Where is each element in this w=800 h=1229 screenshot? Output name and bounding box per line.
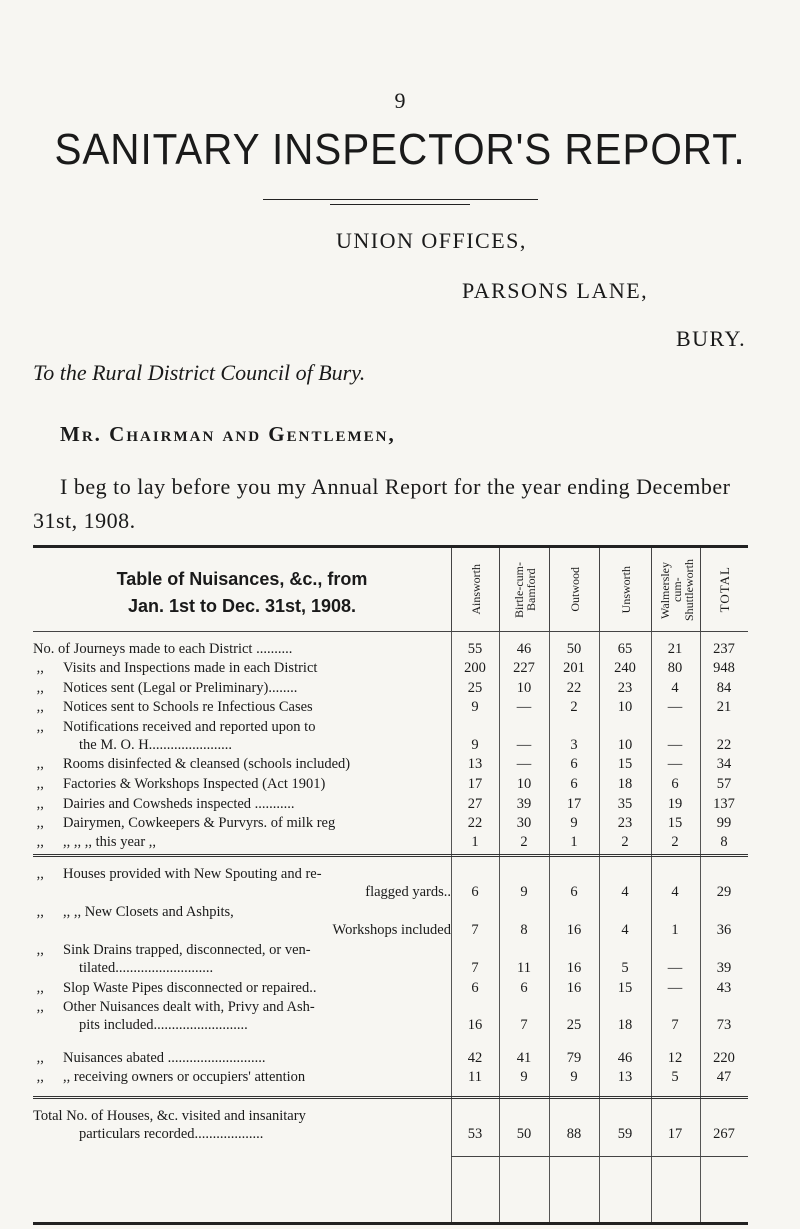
table-cell: 55: [467, 641, 483, 657]
table-cell: 73: [716, 1017, 732, 1033]
row-label-text: Notifications received and reported upon to: [63, 719, 316, 735]
column-header: [499, 548, 550, 631]
row-ditto-mark: ,,: [33, 756, 44, 772]
table-cell: 237: [713, 641, 735, 657]
table-cell: 7: [671, 1017, 679, 1033]
row-label: [33, 719, 451, 736]
column-header-text: TOTAL: [717, 566, 732, 613]
table-cell: 16: [467, 1017, 483, 1033]
table-cell: 220: [713, 1050, 735, 1066]
row-label-text: Houses provided with New Spouting and re-: [63, 866, 322, 882]
table-cell: 9: [471, 737, 479, 753]
table-cell: 10: [516, 776, 532, 792]
table-cell: 5: [621, 960, 629, 976]
row-ditto-mark: ,,: [33, 1050, 44, 1066]
table-cell: 12: [667, 1050, 683, 1066]
table-cell: 84: [716, 680, 732, 696]
total-rule: [451, 1156, 748, 1157]
row-ditto-mark: ,,: [33, 796, 44, 812]
table-cell: 267: [713, 1126, 735, 1142]
table-cell: 6: [520, 980, 528, 996]
table-cell: 39: [716, 960, 732, 976]
table-cell: 36: [716, 922, 732, 938]
table-cell: —: [516, 756, 532, 772]
table-cell: 9: [520, 1069, 528, 1085]
section-divider: [33, 1096, 748, 1099]
table-cell: 17: [667, 1126, 683, 1142]
table-cell: 1: [570, 834, 578, 850]
report-title: SANITARY INSPECTOR'S REPORT.: [54, 125, 746, 174]
table-cell: 200: [464, 660, 486, 676]
intro-paragraph: [33, 470, 778, 538]
column-header-text: Unsworth: [619, 565, 633, 614]
table-cell: 29: [716, 884, 732, 900]
intro-text: I beg to lay before you my Annual Report for the year ending December 31st, 1908.: [33, 474, 731, 533]
row-label: [33, 815, 451, 832]
table-cell: 53: [467, 1126, 483, 1142]
row-ditto-mark: ,,: [33, 776, 44, 792]
table-cell: 18: [617, 776, 633, 792]
table-cell: 35: [617, 796, 633, 812]
row-label-text: ,, ,, New Closets and Ashpits,: [63, 904, 234, 920]
row-label: [33, 834, 451, 851]
row-label-text: Visits and Inspections made in each District: [63, 660, 318, 676]
row-ditto-mark: ,,: [33, 980, 44, 996]
table-cell: 2: [520, 834, 528, 850]
table-cell: 2: [570, 699, 578, 715]
row-ditto-mark: ,,: [33, 999, 44, 1015]
row-label-text: Dairymen, Cowkeepers & Purvyrs. of milk reg: [63, 815, 336, 831]
row-label-continuation: particulars recorded...................: [79, 1126, 264, 1142]
table-cell: 22: [467, 815, 483, 831]
row-label: [33, 756, 451, 773]
page-number: 9: [394, 88, 406, 113]
row-label: [33, 1108, 451, 1125]
table-heading-line-1: Table of Nuisances, &c., from: [116, 569, 368, 589]
row-label: [33, 680, 451, 697]
row-label-text: Slop Waste Pipes disconnected or repaired..: [63, 980, 317, 996]
table-cell: 9: [570, 815, 578, 831]
column-header-text: Walmersley cum- Shuttleworth: [657, 558, 696, 621]
row-label-continuation: flagged yards..: [365, 884, 451, 900]
table-cell: 6: [570, 776, 578, 792]
row-label: [33, 699, 451, 716]
table-cell: 65: [617, 641, 633, 657]
table-cell: 16: [566, 960, 582, 976]
row-ditto-mark: ,,: [33, 699, 44, 715]
row-label: [33, 660, 451, 677]
address-line-2: PARSONS LANE,: [462, 278, 649, 303]
table-cell: —: [516, 699, 532, 715]
table-cell: 1: [471, 834, 479, 850]
table-cell: 18: [617, 1017, 633, 1033]
table-cell: 30: [516, 815, 532, 831]
table-cell: 8: [520, 922, 528, 938]
table-cell: 10: [617, 699, 633, 715]
table-cell: 79: [566, 1050, 582, 1066]
table-cell: 16: [566, 922, 582, 938]
table-cell: 41: [516, 1050, 532, 1066]
row-label-text: Nuisances abated ...........................: [63, 1050, 266, 1066]
row-label: [33, 980, 451, 997]
row-ditto-mark: ,,: [33, 904, 44, 920]
table-cell: 43: [716, 980, 732, 996]
table-cell: 227: [513, 660, 535, 676]
table-cell: 22: [566, 680, 582, 696]
table-cell: 19: [667, 796, 683, 812]
row-label: [33, 942, 451, 959]
row-label-text: Dairies and Cowsheds inspected ...........: [63, 796, 295, 812]
table-cell: 25: [566, 1017, 582, 1033]
table-cell: 6: [570, 756, 578, 772]
table-cell: 10: [516, 680, 532, 696]
column-header: [651, 548, 701, 631]
table-cell: 2: [671, 834, 679, 850]
column-header-text: Ainsworth: [469, 564, 483, 615]
table-cell: 7: [471, 960, 479, 976]
row-label-text: Sink Drains trapped, disconnected, or ven-: [63, 942, 311, 958]
table-cell: 15: [617, 756, 633, 772]
table-cell: 6: [471, 980, 479, 996]
table-cell: 948: [713, 660, 735, 676]
table-cell: 42: [467, 1050, 483, 1066]
table-cell: 6: [570, 884, 578, 900]
table-cell: 25: [467, 680, 483, 696]
table-cell: 15: [667, 815, 683, 831]
table-cell: 4: [671, 680, 679, 696]
table-cell: 9: [520, 884, 528, 900]
table-cell: —: [667, 980, 683, 996]
table-cell: 13: [617, 1069, 633, 1085]
table-cell: 99: [716, 815, 732, 831]
table-cell: 8: [720, 834, 728, 850]
table-cell: 11: [468, 1069, 482, 1085]
column-header: [700, 548, 749, 631]
row-label: [33, 999, 451, 1016]
table-heading: [33, 566, 451, 620]
table-cell: 88: [566, 1126, 582, 1142]
row-ditto-mark: ,,: [33, 815, 44, 831]
table-cell: 16: [566, 980, 582, 996]
row-label: [33, 1050, 451, 1067]
table-cell: 4: [671, 884, 679, 900]
section-divider: [33, 854, 748, 857]
table-cell: 240: [614, 660, 636, 676]
nuisance-table: [33, 545, 748, 1225]
row-label-text: ,, ,, ,, this year ,,: [63, 834, 157, 850]
column-header: [549, 548, 600, 631]
table-cell: 22: [716, 737, 732, 753]
table-cell: —: [667, 699, 683, 715]
table-cell: 137: [713, 796, 735, 812]
row-label-text: Factories & Workshops Inspected (Act 1901): [63, 776, 326, 792]
column-header: [451, 548, 500, 631]
row-label-continuation: the M. O. H.......................: [79, 737, 233, 753]
table-cell: 7: [520, 1017, 528, 1033]
table-cell: 27: [467, 796, 483, 812]
row-label: [33, 776, 451, 793]
table-cell: 50: [516, 1126, 532, 1142]
row-ditto-mark: ,,: [33, 719, 44, 735]
row-ditto-mark: ,,: [33, 680, 44, 696]
column-header-text: Outwood: [568, 567, 582, 612]
table-cell: —: [667, 960, 683, 976]
table-cell: 201: [563, 660, 585, 676]
table-cell: 39: [516, 796, 532, 812]
row-label-text: Other Nuisances dealt with, Privy and Ash-: [63, 999, 315, 1015]
table-cell: 9: [471, 699, 479, 715]
table-cell: 21: [667, 641, 683, 657]
row-label-continuation: pits included..........................: [79, 1017, 248, 1033]
table-cell: 59: [617, 1126, 633, 1142]
row-ditto-mark: ,,: [33, 866, 44, 882]
row-label: [33, 904, 451, 921]
row-label: [33, 866, 451, 883]
row-label-text: Rooms disinfected & cleansed (schools included): [63, 756, 351, 772]
salutation: Mr. Chairman and Gentlemen,: [60, 422, 396, 446]
table-cell: 9: [570, 1069, 578, 1085]
table-cell: 15: [617, 980, 633, 996]
row-label-continuation: Workshops included: [332, 922, 451, 938]
row-ditto-mark: ,,: [33, 942, 44, 958]
addressee: To the Rural District Council of Bury.: [33, 360, 366, 385]
table-cell: 2: [621, 834, 629, 850]
table-cell: —: [516, 737, 532, 753]
table-cell: 34: [716, 756, 732, 772]
table-cell: —: [667, 737, 683, 753]
table-cell: 47: [716, 1069, 732, 1085]
table-cell: 17: [467, 776, 483, 792]
table-cell: 1: [671, 922, 679, 938]
row-label-continuation: tilated...........................: [79, 960, 214, 976]
row-ditto-mark: ,,: [33, 660, 44, 676]
table-header: [33, 548, 748, 632]
address-line-1: UNION OFFICES,: [336, 228, 527, 253]
table-body: [33, 632, 748, 1222]
row-label-text: Total No. of Houses, &c. visited and insanitary: [33, 1108, 306, 1124]
address-line-3: BURY.: [676, 326, 747, 351]
table-cell: 6: [471, 884, 479, 900]
row-label-text: Notices sent (Legal or Preliminary)........: [63, 680, 298, 696]
table-cell: 4: [621, 922, 629, 938]
table-cell: 11: [517, 960, 531, 976]
title-rule: [330, 204, 470, 205]
row-label-text: Notices sent to Schools re Infectious Cases: [63, 699, 313, 715]
table-cell: 3: [570, 737, 578, 753]
table-cell: 57: [716, 776, 732, 792]
row-label-text: ,, receiving owners or occupiers' attention: [63, 1069, 306, 1085]
table-heading-line-2: Jan. 1st to Dec. 31st, 1908.: [127, 596, 357, 616]
table-cell: 10: [617, 737, 633, 753]
table-cell: 46: [617, 1050, 633, 1066]
title-rule: [263, 199, 538, 200]
table-cell: 13: [467, 756, 483, 772]
row-label-text: No. of Journeys made to each District ..........: [33, 641, 293, 657]
table-cell: 23: [617, 680, 633, 696]
column-header: [599, 548, 652, 631]
column-header-text: Birtle-cum- Bamford: [512, 561, 538, 618]
table-cell: 17: [566, 796, 582, 812]
table-cell: 46: [516, 641, 532, 657]
row-ditto-mark: ,,: [33, 834, 44, 850]
table-cell: 80: [667, 660, 683, 676]
table-cell: 4: [621, 884, 629, 900]
table-cell: 50: [566, 641, 582, 657]
table-cell: 6: [671, 776, 679, 792]
table-cell: 7: [471, 922, 479, 938]
table-cell: —: [667, 756, 683, 772]
table-cell: 21: [716, 699, 732, 715]
row-label: [33, 1069, 451, 1086]
row-label: [33, 796, 451, 813]
row-label: [33, 641, 451, 658]
table-cell: 5: [671, 1069, 679, 1085]
table-cell: 23: [617, 815, 633, 831]
row-ditto-mark: ,,: [33, 1069, 44, 1085]
